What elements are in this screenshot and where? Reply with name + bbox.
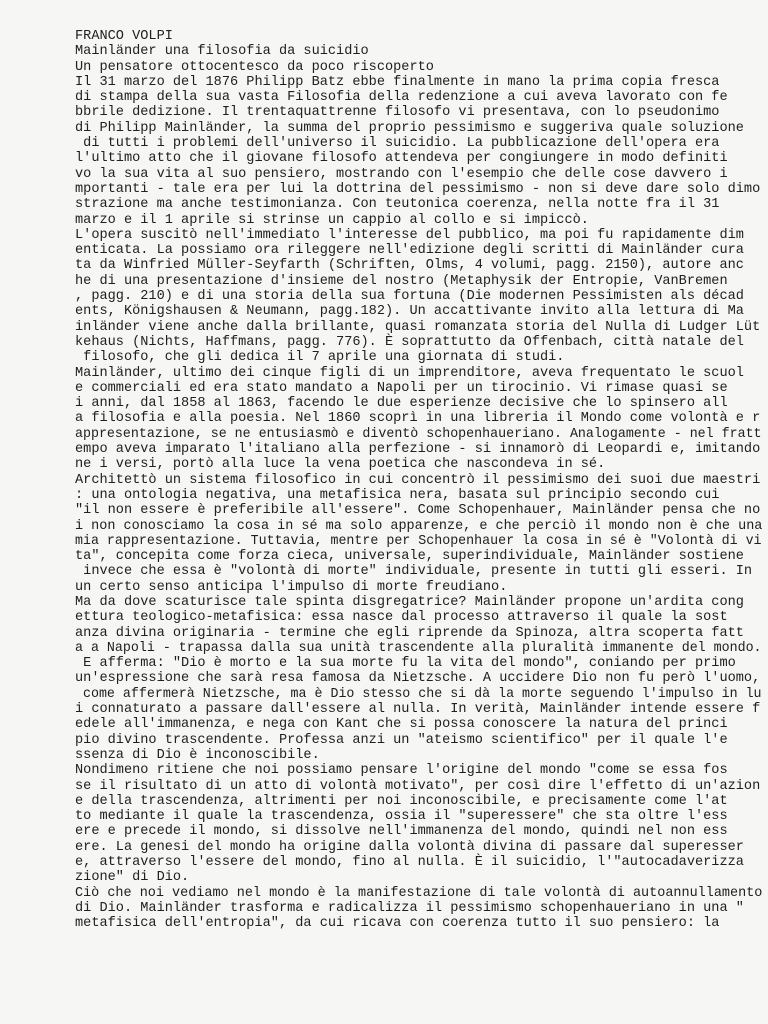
text-line: , pagg. 210) e di una storia della sua fortuna (Die modernen Pessimisten als décad	[75, 289, 744, 305]
text-line: strazione ma anche testimonianza. Con teutonica coerenza, nella notte fra il 31	[75, 197, 720, 213]
text-line: L'opera suscitò nell'immediato l'interesse del pubblico, ma poi fu rapidamente dim	[75, 227, 744, 243]
text-line: to mediante il quale la trascendenza, ossia il "superessere" che sta oltre l'ess	[75, 809, 728, 825]
text-line: di stampa della sua vasta Filosofia della redenzione a cui aveva lavorato con fe	[75, 90, 728, 106]
text-line: "il non essere è preferibile all'essere". Come Schopenhauer, Mainländer pensa che no	[75, 503, 761, 519]
text-line: ta da Winfried Müller-Seyfarth (Schriften, Olms, 4 volumi, pagg. 2150), autore anc	[75, 258, 744, 274]
text-line: edele all'immanenza, e nega con Kant che si possa conoscere la natura del princi	[75, 717, 728, 733]
text-line: invece che essa è "volontà di morte" individuale, presente in tutti gli esseri. In	[75, 564, 753, 580]
text-line: Nondimeno ritiene che noi possiamo pensare l'origine del mondo "come se essa fos	[75, 763, 728, 779]
text-line: Mainländer, ultimo dei cinque figli di un imprenditore, aveva frequentato le scuol	[75, 365, 744, 381]
text-line: mportanti - tale era per lui la dottrina del pessimismo - non si deve dare solo dimo	[75, 181, 761, 197]
text-line: Architettò un sistema filosofico in cui concentrò il pessimismo dei suoi due maestri	[75, 472, 761, 488]
text-line: e commerciali ed era stato mandato a Napoli per un tirocinio. Vi rimase quasi se	[75, 380, 728, 396]
text-line: vo la sua vita al suo pensiero, mostrando con l'esempio che delle cose davvero i	[75, 166, 728, 182]
text-line: filosofo, che gli dedica il 7 aprile una giornata di studi.	[75, 350, 565, 366]
text-line: enticata. La possiamo ora rileggere nell'edizione degli scritti di Mainländer cura	[75, 243, 744, 259]
text-line: ere. La genesi del mondo ha origine dalla volontà divina di passare dal superesser	[75, 839, 744, 855]
text-line: appresentazione, se ne entusiasmò e diventò schopenhaueriano. Analogamente - nel fratt	[75, 426, 762, 442]
text-line: metafisica dell'entropia", da cui ricava con coerenza tutto il suo pensiero: la	[75, 916, 720, 932]
text-line: bbrile dedizione. Il trentaquattrenne filosofo vi presentava, con lo pseudonimo	[75, 105, 720, 121]
text-line: ssenza di Dio è inconoscibile.	[75, 747, 320, 763]
text-line: di Dio. Mainländer trasforma e radicalizza il pessimismo schopenhaueriano in una "	[75, 900, 744, 916]
text-line: : una ontologia negativa, una metafisica nera, basata sul principio secondo cui	[75, 487, 720, 503]
text-line: marzo e il 1 aprile si strinse un cappio al collo e si impiccò.	[75, 212, 589, 228]
text-line: e, attraverso l'essere del mondo, fino al nulla. È il suicidio, l'"autocadaverizza	[75, 855, 744, 871]
text-line: Ma da dove scaturisce tale spinta disgregatrice? Mainländer propone un'ardita cong	[75, 594, 744, 610]
text-line: come affermerà Nietzsche, ma è Dio stesso che si dà la morte seguendo l'impulso in lu	[75, 686, 762, 702]
text-line: E afferma: "Dio è morto e la sua morte fu la vita del mondo", coniando per primo	[75, 656, 736, 672]
text-line: he di una presentazione d'insieme del nostro (Metaphysik der Entropie, VanBremen	[75, 273, 728, 289]
text-line: un certo senso anticipa l'impulso di morte freudiano.	[75, 579, 508, 595]
text-line: empo aveva imparato l'italiano alla perfezione - si innamorò di Leopardi e, imitando	[75, 442, 761, 458]
text-line: ettura teologico-metafisica: essa nasce dal processo attraverso il quale la sost	[75, 610, 728, 626]
text-line: un'espressione che sarà resa famosa da Nietzsche. A uccidere Dio non fu però l'uomo,	[75, 671, 761, 687]
text-line: pio divino trascendente. Professa anzi un "ateismo scientifico" per il quale l'e	[75, 732, 728, 748]
document-text	[75, 29, 763, 932]
text-line: i anni, dal 1858 al 1863, facendo le due esperienze decisive che lo spinsero all	[75, 396, 728, 412]
text-line: FRANCO VOLPI	[75, 29, 173, 44]
text-line: e della trascendenza, altrimenti per noi inconoscibile, e precisamente come l'at	[75, 793, 728, 809]
text-line: ents, Königshausen & Neumann, pagg.182). Un accattivante invito alla lettura di Ma	[75, 304, 744, 320]
text-line: ta", concepita come forza cieca, universale, superindividuale, Mainländer sostiene	[75, 549, 744, 565]
text-line: l'ultimo atto che il giovane filosofo attendeva per congiungere in modo definiti	[75, 151, 728, 167]
text-line: a filosofia e alla poesia. Nel 1860 scoprì in una libreria il Mondo come volontà e r	[75, 411, 761, 427]
text-line: Ciò che noi vediamo nel mondo è la manifestazione di tale volontà di autoannullamento	[75, 885, 763, 901]
text-line: Un pensatore ottocentesco da poco riscoperto	[75, 59, 434, 75]
text-line: di Philipp Mainländer, la summa del proprio pessimismo e suggeriva quale soluzione	[75, 120, 744, 136]
text-line: di tutti i problemi dell'universo il suicidio. La pubblicazione dell'opera era	[75, 136, 720, 152]
text-line: mia rappresentazione. Tuttavia, mentre per Schopenhauer la cosa in sé è "Volontà di vi	[75, 533, 762, 549]
text-line: i non conosciamo la cosa in sé ma solo apparenze, e che perciò il mondo non è che una	[75, 518, 763, 534]
text-line: kehaus (Nichts, Haffmans, pagg. 776). È soprattutto da Offenbach, città natale del	[75, 334, 744, 350]
text-line: Il 31 marzo del 1876 Philipp Batz ebbe finalmente in mano la prima copia fresca	[75, 74, 720, 90]
text-line: Mainländer una filosofia da suicidio	[75, 44, 369, 60]
text-line: i connaturato a passare dall'essere al nulla. In verità, Mainländer intende essere f	[75, 702, 761, 718]
text-line: inländer viene anche dalla brillante, quasi romanzata storia del Nulla di Ludger Lüt	[75, 319, 761, 335]
text-line: ne i versi, portò alla luce la vena poetica che nascondeva in sé.	[75, 457, 606, 473]
text-line: se il risultato di un atto di volontà motivato", per così dire l'effetto di un'azion	[75, 778, 761, 794]
text-line: a a Napoli - trapassa dalla sua unità trascendente alla pluralità immanente del mondo.	[75, 640, 762, 656]
text-line: ere e precede il mondo, si dissolve nell'immanenza del mondo, quindi nel non ess	[75, 824, 728, 840]
text-line: zione" di Dio.	[75, 870, 190, 886]
text-line: anza divina originaria - termine che egli riprende da Spinoza, altra scoperta fatt	[75, 625, 744, 641]
